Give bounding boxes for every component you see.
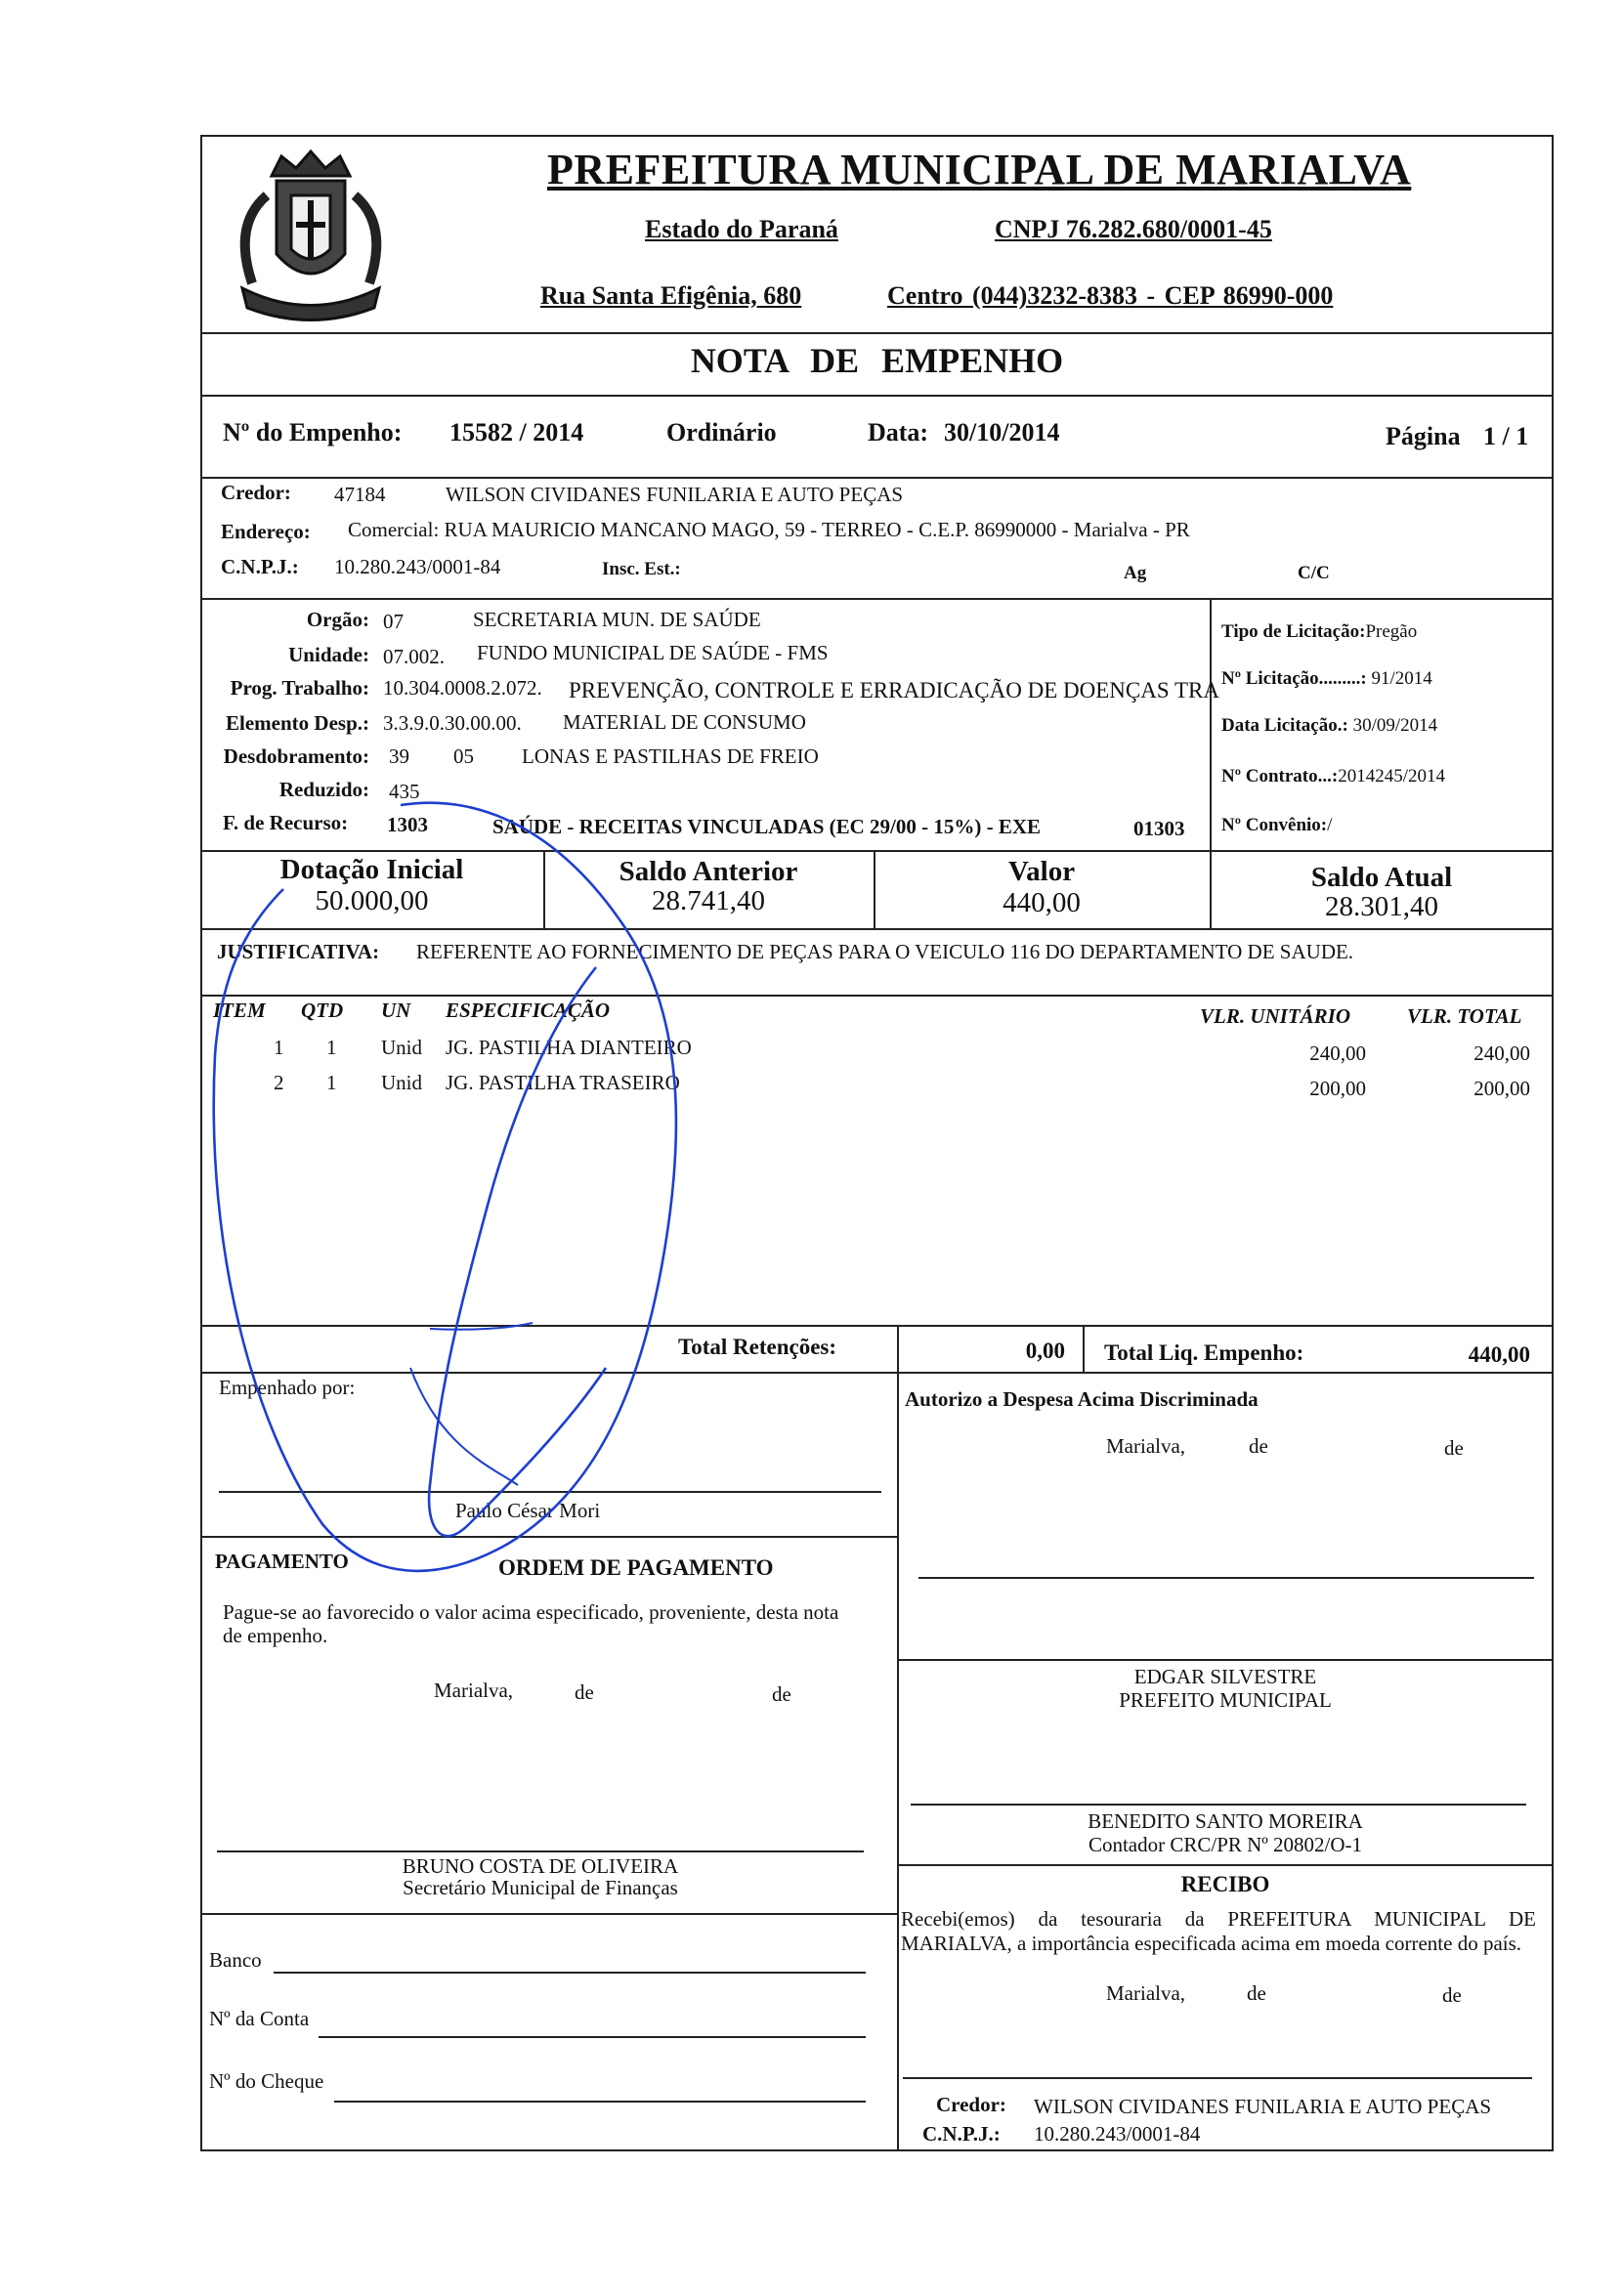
recibo-cnpj-label: C.N.P.J.: (922, 2122, 1001, 2146)
recibo-cnpj: 10.280.243/0001-84 (1034, 2122, 1201, 2146)
justificativa-text: REFERENTE AO FORNECIMENTO DE PEÇAS PARA O VEICULO 116 DO DEPARTAMENTO DE SAUDE. (416, 940, 1354, 963)
recibo-de2: de (1442, 1983, 1462, 2007)
desdob-code2: 05 (453, 744, 474, 768)
recibo-de1: de (1247, 1981, 1266, 2005)
licitacao-data-label-text: Data Licitação.: (1221, 715, 1348, 736)
contrato-label-text: Nº Contrato...: (1221, 766, 1339, 787)
autorizo-city: Marialva, (1106, 1434, 1186, 1458)
valor-value: 440,00 (1003, 887, 1081, 918)
recurso-code: 1303 (387, 813, 428, 836)
row-un: Unid (381, 1036, 422, 1059)
retencoes-value: 0,00 (1025, 1339, 1065, 1363)
ag-label: Ag (1124, 563, 1147, 583)
header-state: Estado do Paraná (645, 215, 838, 243)
pagamento-de1: de (575, 1680, 594, 1704)
row-spec: JG. PASTILHA TRASEIRO (446, 1071, 680, 1094)
recurso-code2: 01303 (1133, 817, 1185, 840)
elemento-code: 3.3.9.0.30.00.00. (383, 711, 522, 735)
dotacao-value: 50.000,00 (315, 885, 429, 916)
pagamento-label: PAGAMENTO (215, 1550, 349, 1573)
cc-label: C/C (1298, 563, 1330, 583)
col-total: VLR. TOTAL (1407, 1004, 1522, 1028)
header-cnpj: CNPJ 76.282.680/0001-45 (995, 215, 1272, 243)
liquido-value: 440,00 (1468, 1342, 1530, 1367)
empenho-date: 30/10/2014 (944, 418, 1060, 446)
prefeito-name: EDGAR SILVESTRE (1133, 1665, 1317, 1688)
prog-label: Prog. Trabalho: (230, 676, 369, 700)
autorizo-de1: de (1249, 1434, 1268, 1458)
unidade-name: FUNDO MUNICIPAL DE SAÚDE - FMS (477, 641, 829, 664)
empenhado-label: Empenhado por: (219, 1376, 356, 1399)
secretario-title: Secretário Municipal de Finanças (403, 1876, 678, 1899)
reduzido-label: Reduzido: (278, 778, 369, 801)
insc-label: Insc. Est.: (602, 559, 681, 579)
credor-name: WILSON CIVIDANES FUNILARIA E AUTO PEÇAS (446, 483, 904, 506)
col-item: ITEM (213, 999, 266, 1022)
licitacao-num: 91/2014 (1371, 668, 1432, 689)
row-un: Unid (381, 1071, 422, 1094)
row-unit-price: 240,00 (1309, 1042, 1366, 1065)
row-qtd: 1 (326, 1036, 337, 1059)
licitacao-data-label (1221, 715, 1437, 737)
handwritten-signature (195, 782, 704, 1622)
header-address: Rua Santa Efigênia, 680 (540, 281, 802, 310)
credor-label: Credor: (221, 481, 291, 504)
prog-code: 10.304.0008.2.072. (383, 676, 542, 700)
convenio-label-text: Nº Convênio: (1221, 815, 1328, 835)
empenho-number-label: Nº do Empenho: (223, 418, 403, 446)
unidade-code: 07.002. (383, 645, 445, 668)
ordem-label: ORDEM DE PAGAMENTO (498, 1555, 774, 1580)
col-spec: ESPECIFICAÇÃO (446, 999, 611, 1022)
row-total: 200,00 (1473, 1077, 1530, 1100)
empenho-type: Ordinário (666, 418, 777, 446)
col-un: UN (381, 999, 411, 1022)
pagamento-city: Marialva, (434, 1679, 514, 1702)
contador-name: BENEDITO SANTO MOREIRA (1088, 1809, 1363, 1833)
secretario-name: BRUNO COSTA DE OLIVEIRA (402, 1854, 679, 1878)
cnpj-label: C.N.P.J.: (221, 555, 299, 578)
col-qtd: QTD (301, 999, 344, 1022)
row-item: 1 (274, 1036, 284, 1059)
licitacao-num-label (1221, 668, 1432, 690)
recurso-label: F. de Recurso: (223, 811, 349, 834)
saldo-atual-label: Saldo Atual (1310, 862, 1453, 893)
empenho-date-label: Data: (868, 418, 929, 446)
credor-code: 47184 (334, 483, 386, 506)
endereco-label: Endereço: (221, 520, 311, 543)
header-contact: Centro (044)3232-8383 - CEP 86990-000 (887, 281, 1334, 310)
licitacao-tipo: Pregão (1365, 621, 1418, 642)
desdob-name: LONAS E PASTILHAS DE FREIO (522, 744, 819, 768)
recibo-city: Marialva, (1106, 1981, 1186, 2005)
credor-address: Comercial: RUA MAURICIO MANCANO MAGO, 59 - TERREO - C.E.P. 86990000 - Marialva - PR (348, 518, 1190, 541)
liquido-label: Total Liq. Empenho: (1104, 1340, 1304, 1365)
elemento-name: MATERIAL DE CONSUMO (563, 710, 806, 734)
valor-label: Valor (1007, 856, 1076, 887)
elemento-label: Elemento Desp.: (226, 711, 369, 735)
doc-title: NOTA DE EMPENHO (690, 341, 1064, 380)
header-title: PREFEITURA MUNICIPAL DE MARIALVA (547, 146, 1412, 193)
cheque-label: Nº do Cheque (209, 2069, 324, 2093)
row-total: 240,00 (1473, 1042, 1530, 1065)
convenio-label (1221, 815, 1332, 836)
contador-title: Contador CRC/PR Nº 20802/O-1 (1088, 1833, 1363, 1856)
contrato-label (1221, 766, 1445, 787)
credor-cnpj: 10.280.243/0001-84 (334, 555, 501, 578)
autorizo-label: Autorizo a Despesa Acima Discriminada (905, 1387, 1259, 1411)
recibo-label: RECIBO (1180, 1872, 1270, 1896)
prefeito-title: PREFEITO MUNICIPAL (1119, 1688, 1332, 1712)
desdob-code1: 39 (389, 744, 409, 768)
licitacao-data: 30/09/2014 (1352, 715, 1438, 736)
row-item: 2 (274, 1071, 284, 1094)
conta-label: Nº da Conta (209, 2007, 310, 2030)
desdob-label: Desdobramento: (223, 744, 369, 768)
page-label: Página (1386, 422, 1461, 450)
recibo-credor-label: Credor: (936, 2093, 1006, 2116)
prog-name: PREVENÇÃO, CONTROLE E ERRADICAÇÃO DE DOENÇAS TRA (569, 678, 1219, 702)
empenhado-name: Paulo César Mori (455, 1499, 601, 1522)
contrato-number: 2014245/2014 (1338, 766, 1445, 787)
pagamento-de2: de (772, 1682, 791, 1706)
row-spec: JG. PASTILHA DIANTEIRO (446, 1036, 692, 1059)
saldo-atual-value: 28.301,40 (1325, 891, 1438, 922)
row-unit-price: 200,00 (1309, 1077, 1366, 1100)
recibo-credor-name: WILSON CIVIDANES FUNILARIA E AUTO PEÇAS (1034, 2095, 1492, 2118)
retencoes-label: Total Retenções: (678, 1335, 837, 1359)
page-number: 1 / 1 (1483, 422, 1529, 450)
unidade-label: Unidade: (288, 643, 369, 666)
licitacao-tipo-label (1221, 621, 1417, 643)
autorizo-de2: de (1444, 1436, 1464, 1460)
orgao-name: SECRETARIA MUN. DE SAÚDE (473, 608, 761, 631)
col-unit-price: VLR. UNITÁRIO (1200, 1004, 1351, 1028)
empenho-number: 15582 / 2014 (449, 418, 584, 446)
orgao-label: Orgão: (306, 608, 369, 631)
saldo-anterior-label: Saldo Anterior (619, 856, 798, 887)
licitacao-num-label-text: Nº Licitação.........: (1221, 668, 1367, 689)
reduzido-value: 435 (389, 780, 420, 803)
justificativa-label: JUSTIFICATIVA: (217, 940, 380, 963)
recibo-text: Recebi(emos) da tesouraria da PREFEITURA MUNICIPAL DE MARIALVA, a importância especificada acima em moeda corrente do país. (901, 1907, 1536, 1956)
coat-of-arms-logo (213, 137, 408, 332)
banco-label: Banco (209, 1948, 262, 1972)
orgao-code: 07 (383, 610, 404, 633)
licitacao-tipo-label-text: Tipo de Licitação: (1221, 621, 1366, 642)
pague-text: Pague-se ao favorecido o valor acima especificado, proveniente, desta nota de empenho. (223, 1600, 839, 1648)
dotacao-label: Dotação Inicial (279, 854, 464, 885)
saldo-anterior-value: 28.741,40 (652, 885, 765, 916)
row-qtd: 1 (326, 1071, 337, 1094)
convenio-value: / (1327, 815, 1333, 835)
recurso-name: SAÚDE - RECEITAS VINCULADAS (EC 29/00 - 15%) - EXE (492, 815, 1042, 838)
